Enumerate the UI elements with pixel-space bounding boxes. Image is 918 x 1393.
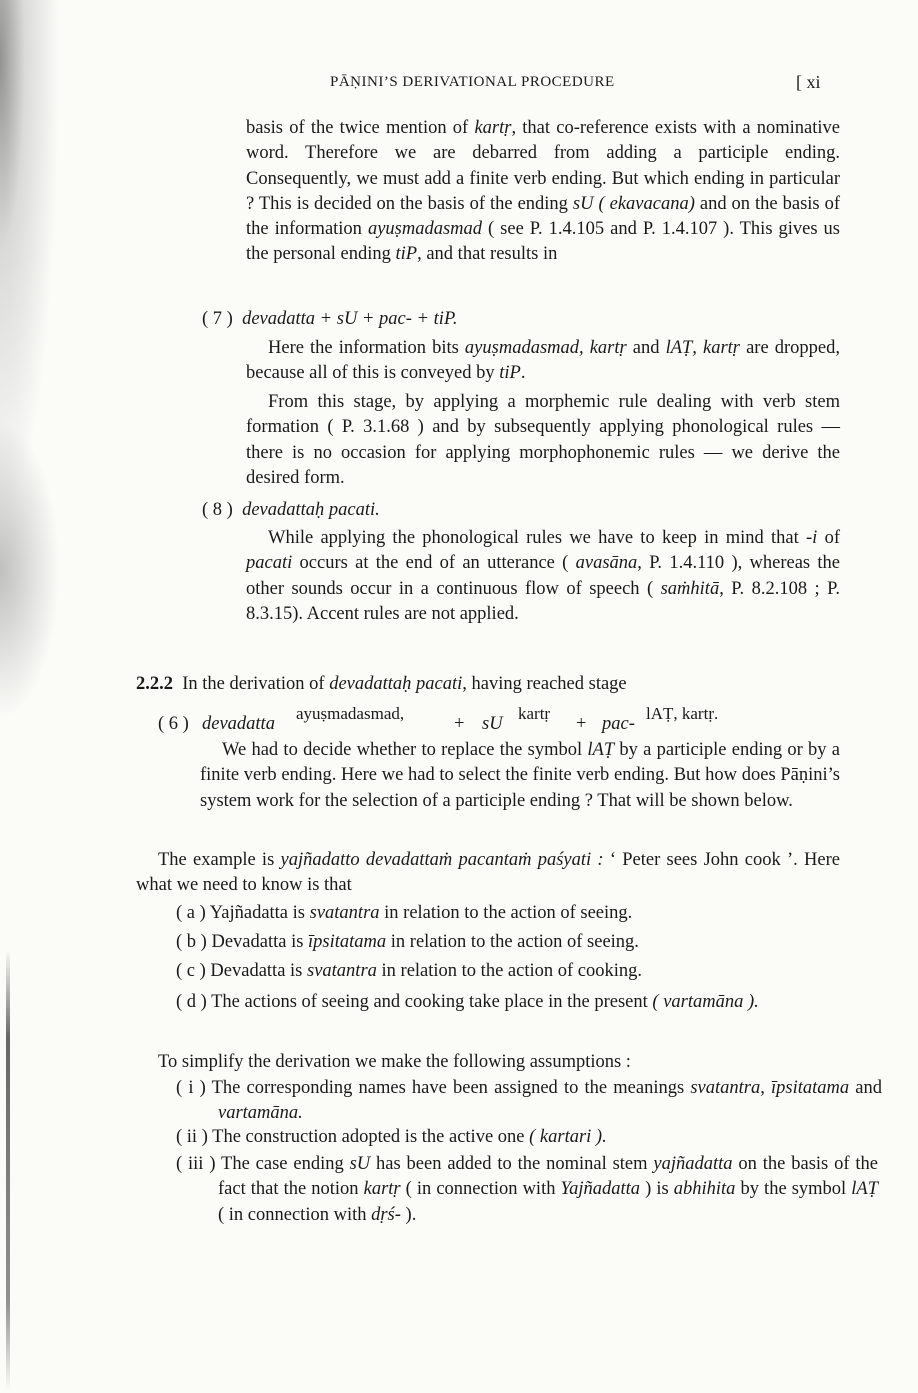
- text: The construction adopted is the active one: [212, 1127, 530, 1147]
- text: The corresponding names have been assigned to the meanings: [211, 1078, 691, 1098]
- term: -i: [806, 528, 818, 548]
- text: From this stage, by applying a morphemic rule dealing with verb stem formation ( P. 3.1.68 ) and by subsequently applying phonological rules — there is no occasion for applying morphophonemic rules — we derive the desired form.: [246, 392, 840, 488]
- section-number: 2.2.2: [136, 674, 173, 694]
- text: and on the basis of the information: [246, 193, 841, 240]
- text: in relation to the action of seeing.: [379, 903, 633, 923]
- list-label: ( ii ): [176, 1127, 208, 1147]
- term: sU ( ekavacana): [572, 193, 695, 214]
- text: ).: [400, 1204, 417, 1225]
- list-label: ( a ): [176, 903, 206, 923]
- text: , P. 1.4.110 ), whereas the other sounds occur in a continuous flow of speech (: [246, 553, 841, 599]
- term: saṁhitā: [660, 578, 720, 599]
- plus: +: [454, 714, 465, 734]
- text: The actions of seeing and cooking take place in the present: [211, 992, 653, 1012]
- text: ( in connection with: [400, 1179, 561, 1200]
- text: In the derivation of: [182, 674, 330, 694]
- term: tiP: [395, 244, 418, 265]
- term: ( kartari ).: [529, 1127, 607, 1147]
- stage-7-explanation: [246, 336, 840, 387]
- stage-6-explanation: [200, 738, 840, 814]
- term: īpsitatama: [308, 932, 387, 952]
- text: , and that results in: [417, 244, 558, 265]
- scan-shadow-mid: [0, 420, 60, 720]
- assumption-iii: [176, 1152, 878, 1228]
- formula: devadatta + sU + pac- + tiP.: [242, 309, 458, 329]
- text: The example is: [158, 850, 281, 870]
- term: avasāna: [575, 553, 638, 574]
- superscript: lAṬ, kartṛ.: [646, 704, 719, 723]
- list-label: ( d ): [176, 992, 207, 1012]
- text: and: [849, 1078, 882, 1098]
- list-label: ( i ): [176, 1078, 206, 1098]
- term: kartṛ: [363, 1179, 401, 1200]
- text: We had to decide whether to replace the symbol: [222, 740, 588, 760]
- term: abhihita: [673, 1179, 736, 1200]
- term: ( vartamāna ).: [652, 992, 759, 1012]
- page-number: [ xi: [796, 72, 821, 92]
- text: in relation to the action of seeing.: [386, 932, 639, 952]
- list-label: ( b ): [176, 932, 207, 952]
- text: are dropped, because all of this is conveyed by: [246, 338, 840, 384]
- text: and: [626, 338, 666, 358]
- stage-8-formula: [202, 500, 380, 521]
- term: ayuṣmadasmad: [367, 219, 483, 240]
- text: of: [817, 528, 840, 548]
- text: Devadatta is: [211, 932, 309, 952]
- text: ) is: [640, 1179, 674, 1200]
- word: pac-: [602, 714, 635, 734]
- stage-7-formula: [202, 309, 457, 330]
- assumptions-intro: To simplify the derivation we make the following assumptions :: [158, 1052, 631, 1072]
- text: The case ending: [221, 1154, 350, 1174]
- term: svatantra: [309, 903, 380, 923]
- text: by a participle ending or by a finite verb ending. Here we had to select the finite verb ending. But how does Pāṇini’s system work for the selection of a participle ending ? That will be shown below.: [200, 740, 841, 811]
- assumption-i: [176, 1076, 882, 1127]
- text: has been added to the nominal stem: [370, 1154, 654, 1174]
- plus: +: [576, 714, 587, 734]
- fact-d: [176, 990, 882, 1015]
- paragraph-intro: [246, 116, 840, 268]
- term: pacati: [246, 553, 293, 574]
- text: , P. 8.2.108 ; P. 8.3.15). Accent rules are not applied.: [246, 578, 840, 624]
- assumption-ii: [176, 1127, 607, 1148]
- stage-6-formula: [158, 706, 778, 736]
- text: ‘ Peter sees John cook ’. Here what we need to know is that: [136, 850, 840, 896]
- text: .: [520, 363, 526, 384]
- term: dṛś-: [371, 1204, 401, 1225]
- word: devadatta: [202, 714, 275, 734]
- scan-binding-line: [6, 950, 10, 1390]
- example-paragraph: [136, 848, 840, 899]
- stage-number: ( 8 ): [202, 500, 233, 520]
- list-label: ( iii ): [176, 1154, 216, 1174]
- text: on the basis of the fact that the notion: [218, 1154, 878, 1200]
- text: basis of the twice mention of: [246, 118, 475, 138]
- word: sU: [482, 714, 503, 734]
- text: by the symbol: [735, 1179, 852, 1200]
- fact-a: [176, 903, 632, 924]
- stage-8-explanation: [246, 526, 840, 627]
- term: svatantra, īpsitatama: [690, 1078, 850, 1098]
- text: While applying the phonological rules we have to keep in mind that: [268, 528, 807, 548]
- text: occurs at the end of an utterance (: [292, 553, 576, 574]
- term: tiP: [499, 363, 521, 384]
- term: lAṬ: [587, 740, 615, 760]
- text: in relation to the action of cooking.: [376, 961, 642, 981]
- formula: devadattaḥ pacati.: [242, 500, 380, 520]
- text: , that co-reference exists with a nominative word. Therefore we are debarred from adding a participle ending. Consequently, we must add a finite verb ending. But which ending in particular ? This is decided on the basis of the ending: [246, 118, 840, 214]
- running-title: PĀṆINI’S DERIVATIONAL PROCEDURE: [330, 74, 615, 90]
- text: Yajñadatta is: [209, 903, 310, 923]
- term: vartamāna.: [218, 1103, 303, 1124]
- list-label: ( c ): [176, 961, 206, 981]
- text: Here the information bits: [268, 338, 465, 358]
- term: Yajñadatta: [560, 1179, 641, 1200]
- stage-7-paragraph-2: [246, 390, 840, 491]
- term: yajñadatto devadattaṁ pacantaṁ paśyati :: [280, 850, 604, 870]
- term: sU: [349, 1154, 371, 1174]
- term: devadattaḥ pacati: [329, 674, 463, 694]
- fact-b: [176, 932, 639, 953]
- stage-number: ( 6 ): [158, 714, 189, 734]
- term: ayuṣmadasmad, kartṛ: [464, 338, 627, 358]
- text: , having reached stage: [462, 674, 627, 694]
- text: ( see P. 1.4.105 and P. 1.4.107 ). This gives us the personal ending: [246, 219, 841, 265]
- term: svatantra: [307, 961, 377, 981]
- term: lAṬ, kartṛ: [665, 338, 740, 358]
- stage-number: ( 7 ): [202, 309, 233, 329]
- section-heading: [136, 674, 627, 695]
- superscript: kartṛ: [518, 704, 551, 723]
- text: Devadatta is: [210, 961, 307, 981]
- term: yajñadatta: [653, 1154, 733, 1174]
- term: lAṬ: [851, 1179, 878, 1200]
- running-header: [0, 72, 918, 96]
- text: ( in connection with: [218, 1204, 372, 1225]
- superscript: ayuṣmadasmad,: [296, 704, 405, 723]
- fact-c: [176, 961, 642, 982]
- term: kartṛ: [474, 118, 512, 138]
